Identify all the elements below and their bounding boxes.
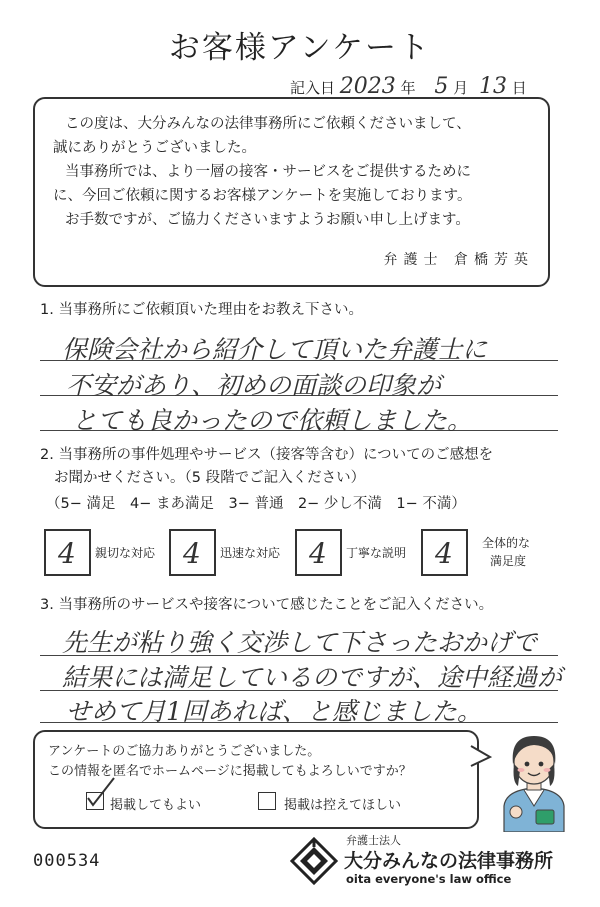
- score-value: 4: [435, 537, 453, 570]
- question-2-line1: 2. 当事務所の事件処理やサービス（接客等含む）についてのご感想を: [40, 447, 494, 463]
- score-box: [169, 529, 216, 576]
- score-box: [421, 529, 468, 576]
- question-2-line2: お聞かせください。（5 段階でご記入ください）: [54, 470, 366, 486]
- intro-line: 当事務所では、より一層の接客・サービスをご提供するために: [65, 164, 471, 180]
- score-label: 親切な対応: [95, 546, 156, 560]
- date-year-unit: 年: [400, 79, 416, 97]
- question-1: 1. 当事務所にご依頼頂いた理由をお教え下さい。: [40, 302, 363, 318]
- publish-yes-label: 掲載してもよい: [110, 798, 202, 813]
- page-title: お客様アンケート: [168, 30, 432, 66]
- score-label: 全体的な: [482, 536, 531, 550]
- bubble-tail: [470, 744, 492, 770]
- date-year-value: 2023: [339, 74, 396, 99]
- intro-line: に、今回ご依頼に関するお客様アンケートを実施しております。: [53, 188, 472, 204]
- firm-type: 弁護士法人: [346, 834, 401, 847]
- firm-english-name: oita everyone's law office: [346, 872, 512, 886]
- score-label: 迅速な対応: [220, 546, 281, 560]
- score-label: 丁寧な説明: [346, 546, 407, 560]
- score-label: 満足度: [490, 554, 527, 568]
- date-label: 記入日: [290, 79, 336, 97]
- score-value: 4: [58, 537, 76, 570]
- consent-line1: アンケートのご協力ありがとうございました。: [48, 744, 321, 759]
- date-month-unit: 月: [453, 79, 469, 97]
- q3-answer-line: 結果には満足しているのですが、途中経過が: [62, 663, 563, 692]
- q1-answer-line: とても良かったので依頼しました。: [72, 406, 473, 435]
- firm-name: 大分みんなの法律事務所: [344, 850, 554, 872]
- score-box: [44, 529, 91, 576]
- signature: 弁護士 倉橋芳英: [383, 252, 534, 268]
- date-row: [290, 74, 527, 99]
- intro-line: この度は、大分みんなの法律事務所にご依頼くださいまして、: [65, 116, 471, 132]
- q1-answer-line: 保険会社から紹介して頂いた弁護士に: [62, 335, 488, 364]
- consent-line2: この情報を匿名でホームページに掲載してもよろしいですか？: [48, 764, 412, 779]
- intro-line: 誠にありがとうございました。: [53, 140, 256, 156]
- score-value: 4: [309, 537, 327, 570]
- date-day-value: 13: [478, 74, 507, 99]
- score-value: 4: [183, 537, 201, 570]
- date-month-value: 5: [434, 74, 449, 99]
- intro-line: お手数ですが、ご協力くださいますようお願い申し上げます。: [65, 212, 470, 228]
- q3-answer-line: 先生が粘り強く交渉して下さったおかげで: [62, 628, 538, 657]
- question-3: 3. 当事務所のサービスや接客について感じたことをご記入ください。: [40, 597, 494, 613]
- score-box: [295, 529, 342, 576]
- serial-number: 000534: [33, 851, 101, 871]
- firm-logo-icon: [290, 837, 338, 885]
- publish-no-checkbox[interactable]: [258, 792, 276, 810]
- intro-box: [33, 97, 550, 287]
- staff-illustration: [498, 728, 570, 832]
- q3-answer-line: せめて月1回あれば、と感じました。: [66, 697, 482, 726]
- publish-no-label: 掲載は控えてほしい: [284, 798, 402, 813]
- q1-answer-line: 不安があり、初めの面談の印象が: [66, 371, 442, 400]
- date-day-unit: 日: [511, 79, 527, 97]
- score-scale: （5− 満足 4− まあ満足 3− 普通 2− 少し不満 1− 不満）: [46, 496, 466, 512]
